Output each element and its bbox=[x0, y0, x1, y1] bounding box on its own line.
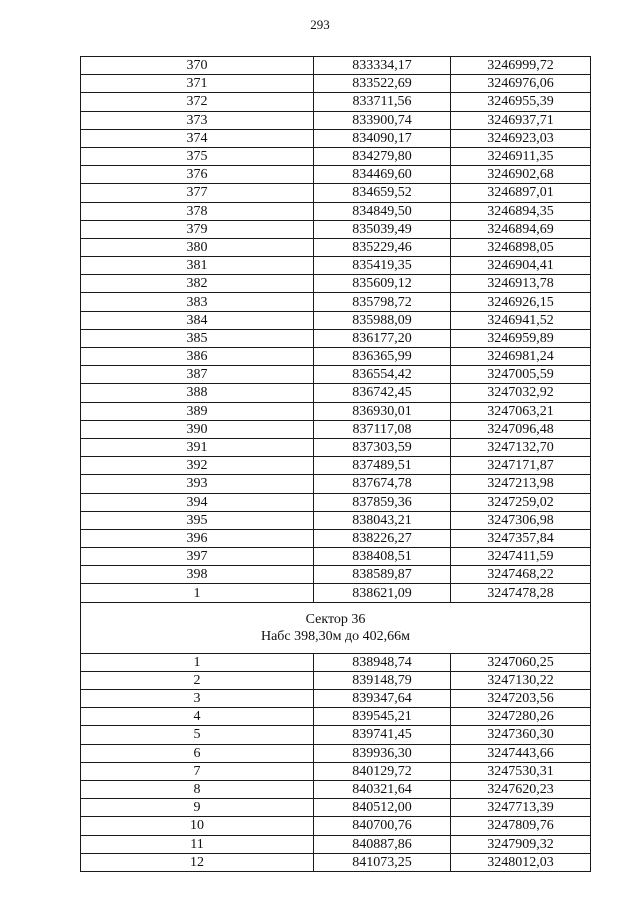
point-number-cell: 10 bbox=[81, 817, 314, 835]
y-coordinate-cell: 3246923,03 bbox=[451, 129, 591, 147]
section-title: Сектор 36 bbox=[305, 611, 366, 627]
point-number-cell: 6 bbox=[81, 744, 314, 762]
x-coordinate-cell: 837117,08 bbox=[314, 420, 451, 438]
x-coordinate-cell: 840512,00 bbox=[314, 799, 451, 817]
x-coordinate-cell: 839148,79 bbox=[314, 671, 451, 689]
point-number-cell: 385 bbox=[81, 329, 314, 347]
x-coordinate-cell: 835039,49 bbox=[314, 220, 451, 238]
point-number-cell: 393 bbox=[81, 475, 314, 493]
y-coordinate-cell: 3247443,66 bbox=[451, 744, 591, 762]
point-number-cell: 383 bbox=[81, 293, 314, 311]
table-row bbox=[81, 475, 591, 493]
table-row bbox=[81, 202, 591, 220]
table-row bbox=[81, 329, 591, 347]
table-row bbox=[81, 762, 591, 780]
x-coordinate-cell: 838043,21 bbox=[314, 511, 451, 529]
point-number-cell: 375 bbox=[81, 147, 314, 165]
y-coordinate-cell: 3246937,71 bbox=[451, 111, 591, 129]
x-coordinate-cell: 836742,45 bbox=[314, 384, 451, 402]
point-number-cell: 4 bbox=[81, 708, 314, 726]
y-coordinate-cell: 3247713,39 bbox=[451, 799, 591, 817]
point-number-cell: 1 bbox=[81, 584, 314, 602]
table-row bbox=[81, 111, 591, 129]
x-coordinate-cell: 835609,12 bbox=[314, 275, 451, 293]
point-number-cell: 391 bbox=[81, 438, 314, 456]
x-coordinate-cell: 841073,25 bbox=[314, 853, 451, 871]
x-coordinate-cell: 840700,76 bbox=[314, 817, 451, 835]
table-row bbox=[81, 275, 591, 293]
table-row bbox=[81, 129, 591, 147]
y-coordinate-cell: 3247096,48 bbox=[451, 420, 591, 438]
table-row bbox=[81, 584, 591, 602]
table-row bbox=[81, 184, 591, 202]
point-number-cell: 378 bbox=[81, 202, 314, 220]
y-coordinate-cell: 3246959,89 bbox=[451, 329, 591, 347]
point-number-cell: 387 bbox=[81, 366, 314, 384]
y-coordinate-cell: 3248012,03 bbox=[451, 853, 591, 871]
x-coordinate-cell: 834469,60 bbox=[314, 166, 451, 184]
y-coordinate-cell: 3247213,98 bbox=[451, 475, 591, 493]
y-coordinate-cell: 3246981,24 bbox=[451, 348, 591, 366]
y-coordinate-cell: 3247063,21 bbox=[451, 402, 591, 420]
y-coordinate-cell: 3247530,31 bbox=[451, 762, 591, 780]
table-row bbox=[81, 93, 591, 111]
y-coordinate-cell: 3246941,52 bbox=[451, 311, 591, 329]
point-number-cell: 390 bbox=[81, 420, 314, 438]
point-number-cell: 374 bbox=[81, 129, 314, 147]
table-row bbox=[81, 817, 591, 835]
point-number-cell: 370 bbox=[81, 57, 314, 75]
x-coordinate-cell: 840129,72 bbox=[314, 762, 451, 780]
x-coordinate-cell: 836177,20 bbox=[314, 329, 451, 347]
y-coordinate-cell: 3247357,84 bbox=[451, 529, 591, 547]
section-header-cell bbox=[81, 602, 591, 653]
x-coordinate-cell: 837489,51 bbox=[314, 457, 451, 475]
y-coordinate-cell: 3247171,87 bbox=[451, 457, 591, 475]
x-coordinate-cell: 837303,59 bbox=[314, 438, 451, 456]
point-number-cell: 1 bbox=[81, 653, 314, 671]
y-coordinate-cell: 3246894,35 bbox=[451, 202, 591, 220]
point-number-cell: 384 bbox=[81, 311, 314, 329]
x-coordinate-cell: 835988,09 bbox=[314, 311, 451, 329]
table-row bbox=[81, 147, 591, 165]
point-number-cell: 380 bbox=[81, 238, 314, 256]
point-number-cell: 377 bbox=[81, 184, 314, 202]
y-coordinate-cell: 3247306,98 bbox=[451, 511, 591, 529]
x-coordinate-cell: 836930,01 bbox=[314, 402, 451, 420]
table-row bbox=[81, 529, 591, 547]
x-coordinate-cell: 838408,51 bbox=[314, 548, 451, 566]
point-number-cell: 389 bbox=[81, 402, 314, 420]
point-number-cell: 388 bbox=[81, 384, 314, 402]
x-coordinate-cell: 834659,52 bbox=[314, 184, 451, 202]
point-number-cell: 8 bbox=[81, 780, 314, 798]
y-coordinate-cell: 3247468,22 bbox=[451, 566, 591, 584]
y-coordinate-cell: 3247060,25 bbox=[451, 653, 591, 671]
y-coordinate-cell: 3247909,32 bbox=[451, 835, 591, 853]
y-coordinate-cell: 3246913,78 bbox=[451, 275, 591, 293]
coordinates-table-body bbox=[81, 57, 591, 872]
x-coordinate-cell: 833522,69 bbox=[314, 75, 451, 93]
table-row bbox=[81, 420, 591, 438]
x-coordinate-cell: 838948,74 bbox=[314, 653, 451, 671]
x-coordinate-cell: 835229,46 bbox=[314, 238, 451, 256]
x-coordinate-cell: 834279,80 bbox=[314, 147, 451, 165]
table-row bbox=[81, 166, 591, 184]
point-number-cell: 396 bbox=[81, 529, 314, 547]
table-row bbox=[81, 293, 591, 311]
table-row bbox=[81, 708, 591, 726]
x-coordinate-cell: 837859,36 bbox=[314, 493, 451, 511]
y-coordinate-cell: 3247005,59 bbox=[451, 366, 591, 384]
table-row bbox=[81, 220, 591, 238]
y-coordinate-cell: 3246926,15 bbox=[451, 293, 591, 311]
point-number-cell: 382 bbox=[81, 275, 314, 293]
table-row bbox=[81, 438, 591, 456]
y-coordinate-cell: 3247620,23 bbox=[451, 780, 591, 798]
y-coordinate-cell: 3246976,06 bbox=[451, 75, 591, 93]
point-number-cell: 372 bbox=[81, 93, 314, 111]
x-coordinate-cell: 833334,17 bbox=[314, 57, 451, 75]
point-number-cell: 7 bbox=[81, 762, 314, 780]
table-row bbox=[81, 744, 591, 762]
x-coordinate-cell: 840887,86 bbox=[314, 835, 451, 853]
y-coordinate-cell: 3247360,30 bbox=[451, 726, 591, 744]
table-row bbox=[81, 75, 591, 93]
x-coordinate-cell: 837674,78 bbox=[314, 475, 451, 493]
table-row bbox=[81, 853, 591, 871]
table-row bbox=[81, 311, 591, 329]
coordinates-table bbox=[80, 56, 591, 872]
point-number-cell: 381 bbox=[81, 257, 314, 275]
x-coordinate-cell: 835419,35 bbox=[314, 257, 451, 275]
point-number-cell: 371 bbox=[81, 75, 314, 93]
y-coordinate-cell: 3247411,59 bbox=[451, 548, 591, 566]
x-coordinate-cell: 836365,99 bbox=[314, 348, 451, 366]
y-coordinate-cell: 3247809,76 bbox=[451, 817, 591, 835]
section-subtitle: Набс 398,30м до 402,66м bbox=[260, 628, 410, 644]
y-coordinate-cell: 3247259,02 bbox=[451, 493, 591, 511]
x-coordinate-cell: 838621,09 bbox=[314, 584, 451, 602]
point-number-cell: 397 bbox=[81, 548, 314, 566]
table-row bbox=[81, 238, 591, 256]
page-number: 293 bbox=[310, 17, 330, 32]
x-coordinate-cell: 838226,27 bbox=[314, 529, 451, 547]
x-coordinate-cell: 839347,64 bbox=[314, 690, 451, 708]
table-row bbox=[81, 366, 591, 384]
x-coordinate-cell: 833711,56 bbox=[314, 93, 451, 111]
point-number-cell: 5 bbox=[81, 726, 314, 744]
x-coordinate-cell: 835798,72 bbox=[314, 293, 451, 311]
point-number-cell: 9 bbox=[81, 799, 314, 817]
y-coordinate-cell: 3246911,35 bbox=[451, 147, 591, 165]
table-row bbox=[81, 671, 591, 689]
table-row bbox=[81, 566, 591, 584]
point-number-cell: 394 bbox=[81, 493, 314, 511]
point-number-cell: 376 bbox=[81, 166, 314, 184]
y-coordinate-cell: 3246897,01 bbox=[451, 184, 591, 202]
table-row bbox=[81, 457, 591, 475]
y-coordinate-cell: 3246999,72 bbox=[451, 57, 591, 75]
x-coordinate-cell: 839545,21 bbox=[314, 708, 451, 726]
table-row bbox=[81, 653, 591, 671]
x-coordinate-cell: 834090,17 bbox=[314, 129, 451, 147]
point-number-cell: 386 bbox=[81, 348, 314, 366]
point-number-cell: 12 bbox=[81, 853, 314, 871]
point-number-cell: 379 bbox=[81, 220, 314, 238]
table-row bbox=[81, 780, 591, 798]
y-coordinate-cell: 3247130,22 bbox=[451, 671, 591, 689]
y-coordinate-cell: 3246902,68 bbox=[451, 166, 591, 184]
y-coordinate-cell: 3247280,26 bbox=[451, 708, 591, 726]
table-row bbox=[81, 348, 591, 366]
table-row bbox=[81, 548, 591, 566]
table-row bbox=[81, 726, 591, 744]
point-number-cell: 2 bbox=[81, 671, 314, 689]
y-coordinate-cell: 3246955,39 bbox=[451, 93, 591, 111]
y-coordinate-cell: 3246898,05 bbox=[451, 238, 591, 256]
table-row bbox=[81, 493, 591, 511]
table-row bbox=[81, 835, 591, 853]
x-coordinate-cell: 836554,42 bbox=[314, 366, 451, 384]
y-coordinate-cell: 3247132,70 bbox=[451, 438, 591, 456]
table-row bbox=[81, 511, 591, 529]
y-coordinate-cell: 3247203,56 bbox=[451, 690, 591, 708]
table-row bbox=[81, 257, 591, 275]
point-number-cell: 11 bbox=[81, 835, 314, 853]
table-row bbox=[81, 57, 591, 75]
x-coordinate-cell: 839741,45 bbox=[314, 726, 451, 744]
x-coordinate-cell: 834849,50 bbox=[314, 202, 451, 220]
y-coordinate-cell: 3246894,69 bbox=[451, 220, 591, 238]
table-row bbox=[81, 384, 591, 402]
point-number-cell: 3 bbox=[81, 690, 314, 708]
section-header-row bbox=[81, 602, 591, 653]
x-coordinate-cell: 838589,87 bbox=[314, 566, 451, 584]
table-row bbox=[81, 402, 591, 420]
y-coordinate-cell: 3247478,28 bbox=[451, 584, 591, 602]
y-coordinate-cell: 3247032,92 bbox=[451, 384, 591, 402]
x-coordinate-cell: 840321,64 bbox=[314, 780, 451, 798]
point-number-cell: 398 bbox=[81, 566, 314, 584]
x-coordinate-cell: 833900,74 bbox=[314, 111, 451, 129]
point-number-cell: 392 bbox=[81, 457, 314, 475]
x-coordinate-cell: 839936,30 bbox=[314, 744, 451, 762]
point-number-cell: 373 bbox=[81, 111, 314, 129]
table-row bbox=[81, 799, 591, 817]
point-number-cell: 395 bbox=[81, 511, 314, 529]
table-row bbox=[81, 690, 591, 708]
y-coordinate-cell: 3246904,41 bbox=[451, 257, 591, 275]
